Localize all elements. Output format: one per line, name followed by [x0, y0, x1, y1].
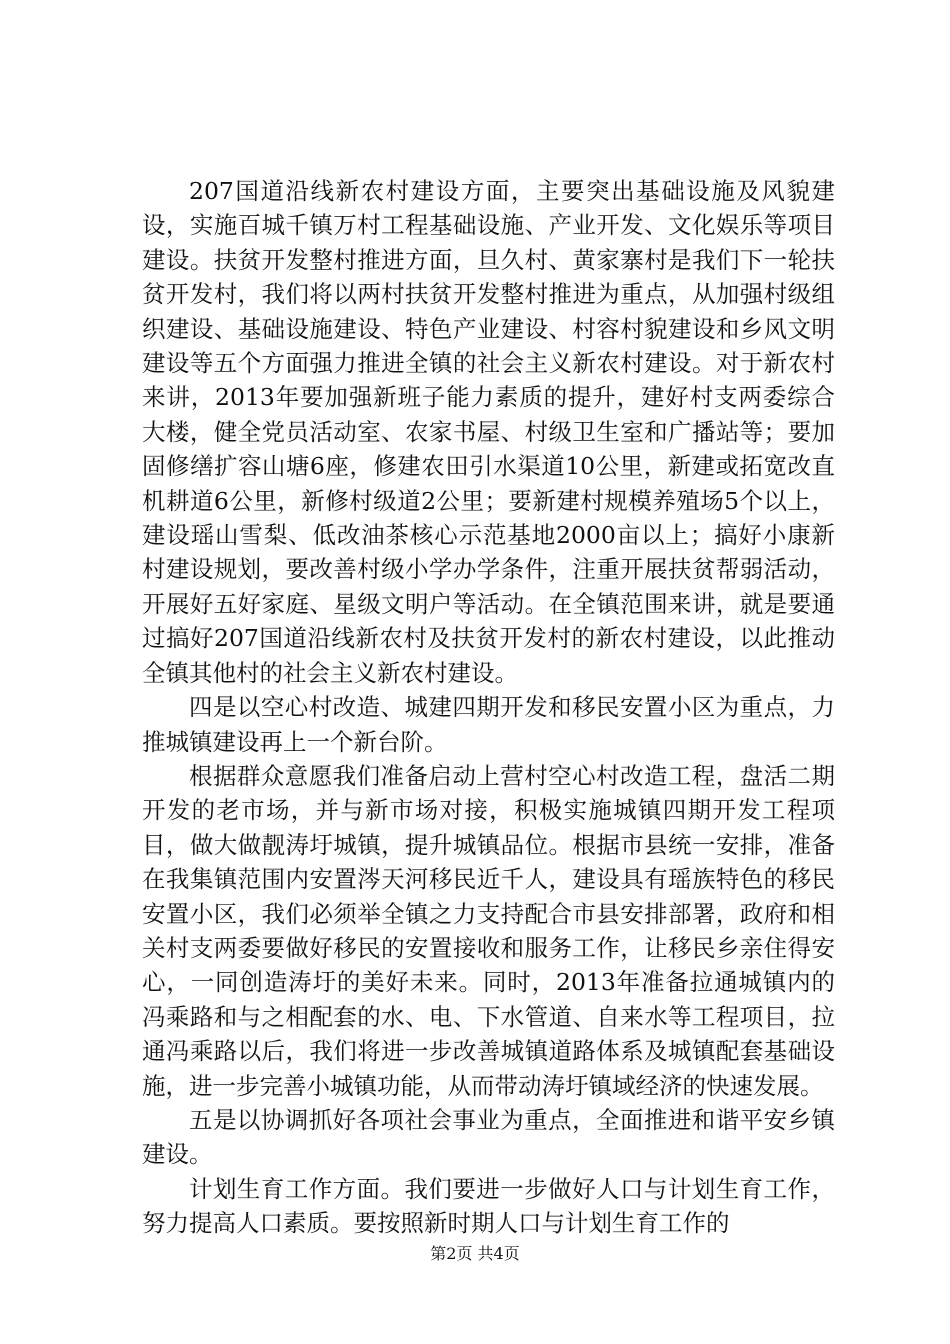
paragraph-point-five-heading: 五是以协调抓好各项社会事业为重点，全面推进和谐平安乡镇建设。	[142, 1105, 835, 1169]
paragraph-family-planning: 计划生育工作方面。我们要进一步做好人口与计划生育工作，努力提高人口素质。要按照新时期人口与计划生育工作的	[142, 1174, 835, 1238]
paragraph-town-construction: 根据群众意愿我们准备启动上营村空心村改造工程，盘活二期开发的老市场，并与新市场对接，积极实施城镇四期开发工程项目，做大做靓涛圩城镇，提升城镇品位。根据市县统一安排，准备在我集镇范围内安置涔天河移民近千人，建设具有瑶族特色的移民安置小区，我们必须举全镇之力支持配合市县安排部署，政府和相关村支两委要做好移民的安置接收和服务工作，让移民乡亲住得安心，一同创造涛圩的美好未来。同时，2013年准备拉通城镇内的冯乘路和与之相配套的水、电、下水管道、自来水等工程项目，拉通冯乘路以后，我们将进一步改善城镇道路体系及城镇配套基础设施，进一步完善小城镇功能，从而带动涛圩镇域经济的快速发展。	[142, 761, 835, 1100]
page-footer: 第2页 共4页	[430, 1244, 520, 1263]
paragraph-rural-construction: 207国道沿线新农村建设方面，主要突出基础设施及风貌建设，实施百城千镇万村工程基础设施、产业开发、文化娱乐等项目建设。扶贫开发整村推进方面，旦久村、黄家寨村是我们下一轮扶贫开发村，我们将以两村扶贫开发整村推进为重点，从加强村级组织建设、基础设施建设、特色产业建设、村容村貌建设和乡风文明建设等五个方面强力推进全镇的社会主义新农村建设。对于新农村来讲，2013年要加强新班子能力素质的提升，建好村支两委综合大楼，健全党员活动室、农家书屋、村级卫生室和广播站等；要加固修缮扩容山塘6座，修建农田引水渠道10公里，新建或拓宽改直机耕道6公里，新修村级道2公里；要新建村规模养殖场5个以上，建设瑶山雪梨、低改油茶核心示范基地2000亩以上；搞好小康新村建设规划，要改善村级小学办学条件，注重开展扶贫帮弱活动，开展好五好家庭、星级文明户等活动。在全镇范围来讲，就是要通过搞好207国道沿线新农村及扶贫开发村的新农村建设，以此推动全镇其他村的社会主义新农村建设。	[142, 177, 835, 687]
body-text	[142, 174, 835, 1241]
paragraph-point-four-heading: 四是以空心村改造、城建四期开发和移民安置小区为重点，力推城镇建设再上一个新台阶。	[142, 693, 835, 756]
